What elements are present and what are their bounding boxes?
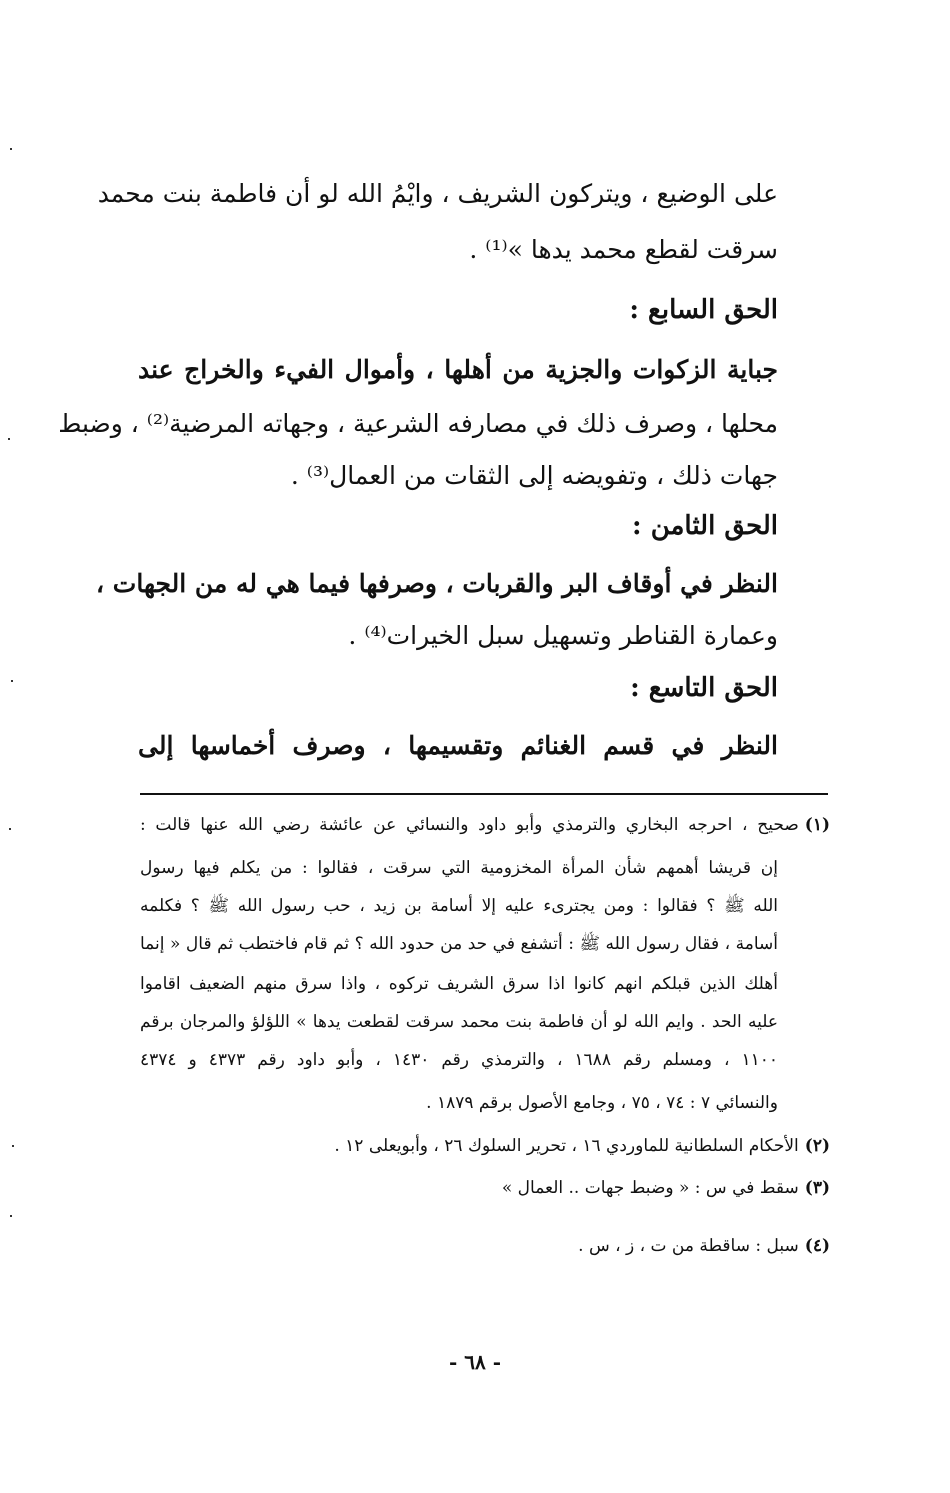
footnote-1-line: أسامة ، فقال رسول الله ﷺ : أتشفع في حد من حدود الله ؟ ثم قام فاختطب ثم قال « إنما (140, 934, 778, 954)
section-heading-seventh-right: الحق السابع : (629, 295, 778, 325)
page-number: - ٦٨ - (448, 1350, 501, 1374)
footnote-number: (١) (804, 815, 830, 835)
body-line: سرقت لقطع محمد يدها »⁽¹⁾ . (469, 235, 778, 264)
body-line: جباية الزكوات والجزية من أهلها ، وأموال الفيء والخراج عند (138, 355, 778, 384)
body-line: النظر في قسم الغنائم وتقسيمها ، وصرف أخماسها إلى (138, 731, 778, 760)
footnote-number: (٢) (804, 1136, 830, 1156)
footnote-text: سقط في س : « وضبط جهات .. العمال » (501, 1178, 799, 1198)
scan-speck (9, 828, 11, 830)
footnote-1-line: عليه الحد . وايم الله لو أن فاطمة بنت محمد سرقت لقطعت يدها » اللؤلؤ والمرجان برقم (140, 1012, 778, 1032)
footnote-1-line: ١١٠٠ ، ومسلم رقم ١٦٨٨ ، والترمذي رقم ١٤٣٠ ، وأبو داود رقم ٤٣٧٣ و ٤٣٧٤ (140, 1050, 778, 1070)
scan-speck (8, 438, 10, 440)
footnote-1-line: والنسائي ٧ : ٧٤ ، ٧٥ ، وجامع الأصول برقم ١٨٧٩ . (426, 1093, 778, 1113)
body-line: النظر في أوقاف البر والقربات ، وصرفها فيما هي له من الجهات ، (96, 569, 778, 598)
scan-speck (11, 680, 13, 682)
footnote-4 (578, 1235, 830, 1257)
footnote-text: صحيح ، احرجه البخاري والترمذي وأبو داود والنسائي عن عائشة رضي الله عنها قالت : (140, 815, 799, 835)
footnote-1-line: أهلك الذين قبلكم انهم كانوا اذا سرق الشريف تركوه ، واذا سرق منهم الضعيف اقاموا (140, 974, 778, 994)
footnote-number: (٣) (804, 1178, 830, 1198)
footnote-1-line: إن قريشا أهمهم شأن المرأة المخزومية التي سرقت ، فقالوا : من يكلم فيها رسول (140, 858, 778, 878)
footnote-number: (٤) (804, 1236, 830, 1256)
body-line: محلها ، وصرف ذلك في مصارفه الشرعية ، وجهاته المرضية⁽²⁾ ، وضبط (58, 409, 778, 438)
body-line: وعمارة القناطر وتسهيل سبل الخيرات⁽⁴⁾ . (348, 621, 778, 650)
scan-speck (10, 148, 12, 150)
footnote-1-line (140, 814, 830, 836)
body-line: على الوضيع ، ويتركون الشريف ، وايْمُ الله لو أن فاطمة بنت محمد (97, 179, 778, 208)
footnote-divider (140, 793, 828, 795)
body-line: جهات ذلك ، وتفويضه إلى الثقات من العمال⁽³⁾ . (290, 461, 778, 490)
footnote-2 (334, 1135, 830, 1157)
section-heading-eighth-right: الحق الثامن : (632, 511, 778, 541)
scan-speck (10, 1215, 12, 1217)
scan-speck (12, 1145, 14, 1147)
footnote-1-line: الله ﷺ ؟ فقالوا : ومن يجترىء عليه إلا أسامة بن زيد ، حب رسول الله ﷺ ؟ فكلمه (140, 896, 778, 916)
section-heading-ninth-right: الحق التاسع : (630, 673, 778, 703)
footnote-text: الأحكام السلطانية للماوردي ١٦ ، تحرير السلوك ٢٦ ، وأبويعلى ١٢ . (334, 1136, 799, 1156)
footnote-3 (502, 1177, 830, 1199)
footnote-text: سبل : ساقطة من ت ، ز ، س . (578, 1236, 799, 1256)
